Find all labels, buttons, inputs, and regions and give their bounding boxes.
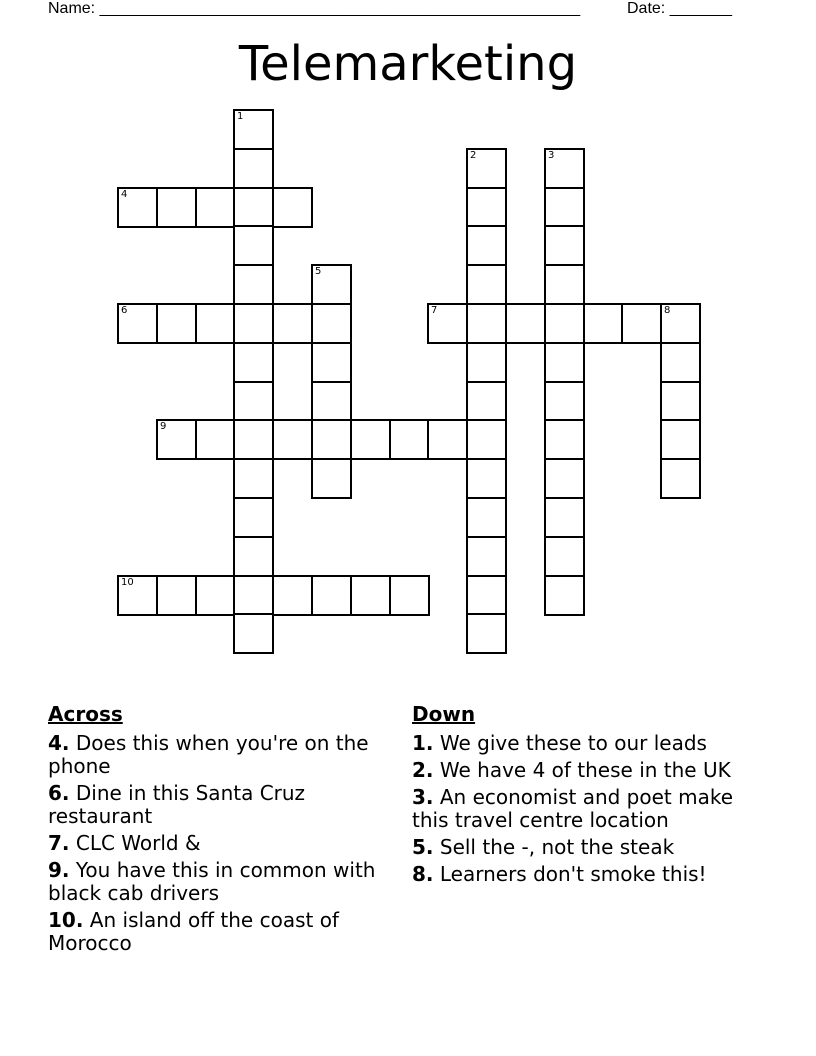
clue-text: Learners don't smoke this! xyxy=(439,862,707,886)
grid-cell[interactable] xyxy=(195,575,236,616)
grid-cell[interactable] xyxy=(117,303,158,344)
clue-number: 10. xyxy=(48,908,84,932)
grid-cell[interactable] xyxy=(544,342,585,383)
grid-cell[interactable] xyxy=(272,187,313,228)
grid-cell[interactable] xyxy=(233,613,274,654)
grid-cell[interactable] xyxy=(117,575,158,616)
clue-number: 9. xyxy=(48,858,70,882)
grid-cell[interactable] xyxy=(544,264,585,305)
name-field-label: Name: ______________________________________________________ xyxy=(48,0,581,17)
grid-cell[interactable] xyxy=(466,497,507,538)
grid-cell[interactable] xyxy=(660,342,701,383)
clue-down-1 xyxy=(412,732,762,755)
clue-text: We have 4 of these in the UK xyxy=(439,758,731,782)
grid-cell[interactable] xyxy=(233,148,274,189)
clue-number: 1. xyxy=(412,731,434,755)
date-field-label: Date: _______ xyxy=(627,0,732,17)
grid-cell[interactable] xyxy=(544,575,585,616)
clue-number-label: 9 xyxy=(160,421,167,432)
grid-cell[interactable] xyxy=(466,187,507,228)
clue-across-6 xyxy=(48,782,393,828)
clue-across-9 xyxy=(48,859,393,905)
grid-cell[interactable] xyxy=(350,575,391,616)
grid-cell[interactable] xyxy=(660,419,701,460)
grid-cell[interactable] xyxy=(466,381,507,422)
grid-cell[interactable] xyxy=(466,458,507,499)
grid-cell[interactable] xyxy=(156,575,197,616)
clue-number: 6. xyxy=(48,781,70,805)
clue-across-4 xyxy=(48,732,393,778)
grid-cell[interactable] xyxy=(195,303,236,344)
grid-cell[interactable] xyxy=(505,303,546,344)
clue-text: Dine in this Santa Cruz restaurant xyxy=(48,781,306,828)
grid-cell[interactable] xyxy=(233,458,274,499)
grid-cell[interactable] xyxy=(233,342,274,383)
clue-down-8 xyxy=(412,863,762,886)
grid-cell[interactable] xyxy=(466,342,507,383)
grid-cell[interactable] xyxy=(466,264,507,305)
clue-across-7 xyxy=(48,832,393,855)
clue-text: Does this when you're on the phone xyxy=(48,731,369,778)
crossword-grid xyxy=(117,109,700,653)
puzzle-title: Telemarketing xyxy=(238,36,578,92)
grid-cell[interactable] xyxy=(272,303,313,344)
grid-cell[interactable] xyxy=(233,381,274,422)
grid-cell[interactable] xyxy=(233,536,274,577)
grid-cell[interactable] xyxy=(311,458,352,499)
grid-cell[interactable] xyxy=(311,303,352,344)
clue-down-5 xyxy=(412,836,762,859)
grid-cell[interactable] xyxy=(621,303,662,344)
grid-cell[interactable] xyxy=(544,458,585,499)
clue-across-10 xyxy=(48,909,393,955)
clue-number: 4. xyxy=(48,731,70,755)
clue-number-label: 4 xyxy=(121,189,128,200)
grid-cell[interactable] xyxy=(389,419,430,460)
grid-cell[interactable] xyxy=(466,225,507,266)
clue-text: CLC World & xyxy=(75,831,201,855)
grid-cell[interactable] xyxy=(156,419,197,460)
clue-text: Sell the -, not the steak xyxy=(439,835,675,859)
clue-number-label: 2 xyxy=(470,150,477,161)
grid-cell[interactable] xyxy=(195,187,236,228)
grid-cell[interactable] xyxy=(544,419,585,460)
grid-cell[interactable] xyxy=(544,225,585,266)
clue-number: 2. xyxy=(412,758,434,782)
grid-cell[interactable] xyxy=(233,497,274,538)
across-heading: Across xyxy=(48,702,123,726)
clue-text: An economist and poet make this travel centre location xyxy=(412,785,734,832)
down-heading: Down xyxy=(412,702,476,726)
grid-cell[interactable] xyxy=(156,303,197,344)
grid-cell[interactable] xyxy=(466,148,507,189)
clue-number-label: 10 xyxy=(121,577,134,588)
grid-cell[interactable] xyxy=(272,419,313,460)
grid-cell[interactable] xyxy=(583,303,624,344)
grid-cell[interactable] xyxy=(311,419,352,460)
clue-number-label: 3 xyxy=(548,150,555,161)
down-clues xyxy=(412,703,762,890)
grid-cell[interactable] xyxy=(544,381,585,422)
clue-down-3 xyxy=(412,786,762,832)
clue-number-label: 8 xyxy=(664,305,671,316)
grid-cell[interactable] xyxy=(233,419,274,460)
grid-cell[interactable] xyxy=(466,575,507,616)
grid-cell[interactable] xyxy=(233,187,274,228)
grid-cell[interactable] xyxy=(660,303,701,344)
grid-cell[interactable] xyxy=(350,419,391,460)
clue-number: 8. xyxy=(412,862,434,886)
grid-cell[interactable] xyxy=(195,419,236,460)
grid-cell[interactable] xyxy=(544,497,585,538)
grid-cell[interactable] xyxy=(427,303,468,344)
clue-text: We give these to our leads xyxy=(439,731,707,755)
grid-cell[interactable] xyxy=(544,187,585,228)
grid-cell[interactable] xyxy=(233,264,274,305)
grid-cell[interactable] xyxy=(544,303,585,344)
grid-cell[interactable] xyxy=(233,225,274,266)
grid-cell[interactable] xyxy=(466,419,507,460)
grid-cell[interactable] xyxy=(272,575,313,616)
grid-cell[interactable] xyxy=(466,613,507,654)
grid-cell[interactable] xyxy=(311,342,352,383)
grid-cell[interactable] xyxy=(233,575,274,616)
across-clues xyxy=(48,703,393,959)
clue-number-label: 1 xyxy=(237,111,244,122)
grid-cell[interactable] xyxy=(311,264,352,305)
grid-cell[interactable] xyxy=(427,419,468,460)
grid-cell[interactable] xyxy=(389,575,430,616)
grid-cell[interactable] xyxy=(233,303,274,344)
grid-cell[interactable] xyxy=(466,303,507,344)
clue-number: 3. xyxy=(412,785,434,809)
clue-number-label: 7 xyxy=(431,305,438,316)
clue-text: An island off the coast of Morocco xyxy=(48,908,339,955)
grid-cell[interactable] xyxy=(660,381,701,422)
grid-cell[interactable] xyxy=(660,458,701,499)
grid-cell[interactable] xyxy=(544,148,585,189)
clue-text: You have this in common with black cab drivers xyxy=(48,858,376,905)
grid-cell[interactable] xyxy=(544,536,585,577)
clue-number: 7. xyxy=(48,831,70,855)
clue-number-label: 5 xyxy=(315,266,322,277)
grid-cell[interactable] xyxy=(156,187,197,228)
clue-number-label: 6 xyxy=(121,305,128,316)
grid-cell[interactable] xyxy=(117,187,158,228)
clue-number: 5. xyxy=(412,835,434,859)
grid-cell[interactable] xyxy=(311,575,352,616)
grid-cell[interactable] xyxy=(233,109,274,150)
grid-cell[interactable] xyxy=(466,536,507,577)
grid-cell[interactable] xyxy=(311,381,352,422)
clue-down-2 xyxy=(412,759,762,782)
